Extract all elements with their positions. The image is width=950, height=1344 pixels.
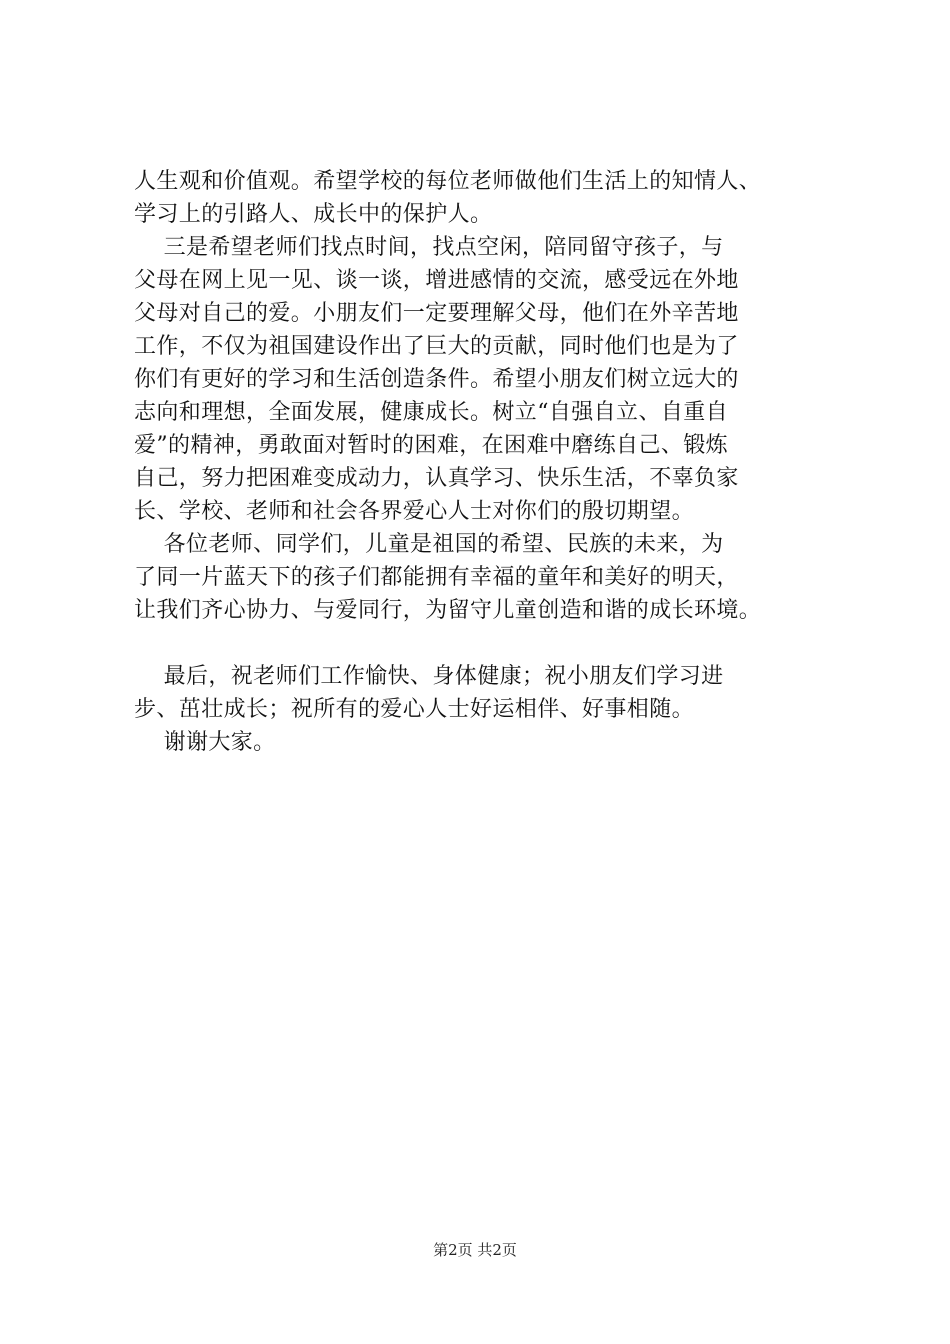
paragraph-gap	[134, 627, 834, 660]
text-line: 父母对自己的爱。小朋友们一定要理解父母，他们在外辛苦地	[134, 301, 739, 326]
text-line: 爱”的精神，勇敢面对暂时的困难，在困难中磨练自己、锻炼	[134, 433, 729, 458]
text-line: 学习上的引路人、成长中的保护人。	[134, 202, 493, 227]
text-line: 步、茁壮成长；祝所有的爱心人士好运相伴、好事相随。	[134, 697, 695, 722]
text-line: 谢谢大家。	[134, 730, 276, 755]
text-line: 三是希望老师们找点时间，找点空闲，陪同留守孩子，与	[134, 235, 724, 260]
page-footer: 第2页 共2页	[433, 1241, 517, 1259]
text-line: 长、学校、老师和社会各界爱心人士对你们的殷切期望。	[134, 499, 695, 524]
text-line: 人生观和价值观。希望学校的每位老师做他们生活上的知情人、	[134, 169, 762, 194]
text-line: 让我们齐心协力、与爱同行，为留守儿童创造和谐的成长环境。	[134, 598, 762, 623]
text-line: 志向和理想，全面发展，健康成长。树立“自强自立、自重自	[134, 400, 729, 425]
text-line: 自己，努力把困难变成动力，认真学习、快乐生活，不辜负家	[134, 466, 739, 491]
text-line: 你们有更好的学习和生活创造条件。希望小朋友们树立远大的	[134, 367, 739, 392]
text-line: 工作，不仅为祖国建设作出了巨大的贡献，同时他们也是为了	[134, 334, 739, 359]
text-line: 了同一片蓝天下的孩子们都能拥有幸福的童年和美好的明天，	[134, 565, 739, 590]
text-line: 最后，祝老师们工作愉快、身体健康；祝小朋友们学习进	[134, 664, 724, 689]
text-line: 各位老师、同学们，儿童是祖国的希望、民族的未来，为	[134, 532, 724, 557]
document-body	[134, 165, 834, 759]
text-line: 父母在网上见一见、谈一谈，增进感情的交流，感受远在外地	[134, 268, 739, 293]
